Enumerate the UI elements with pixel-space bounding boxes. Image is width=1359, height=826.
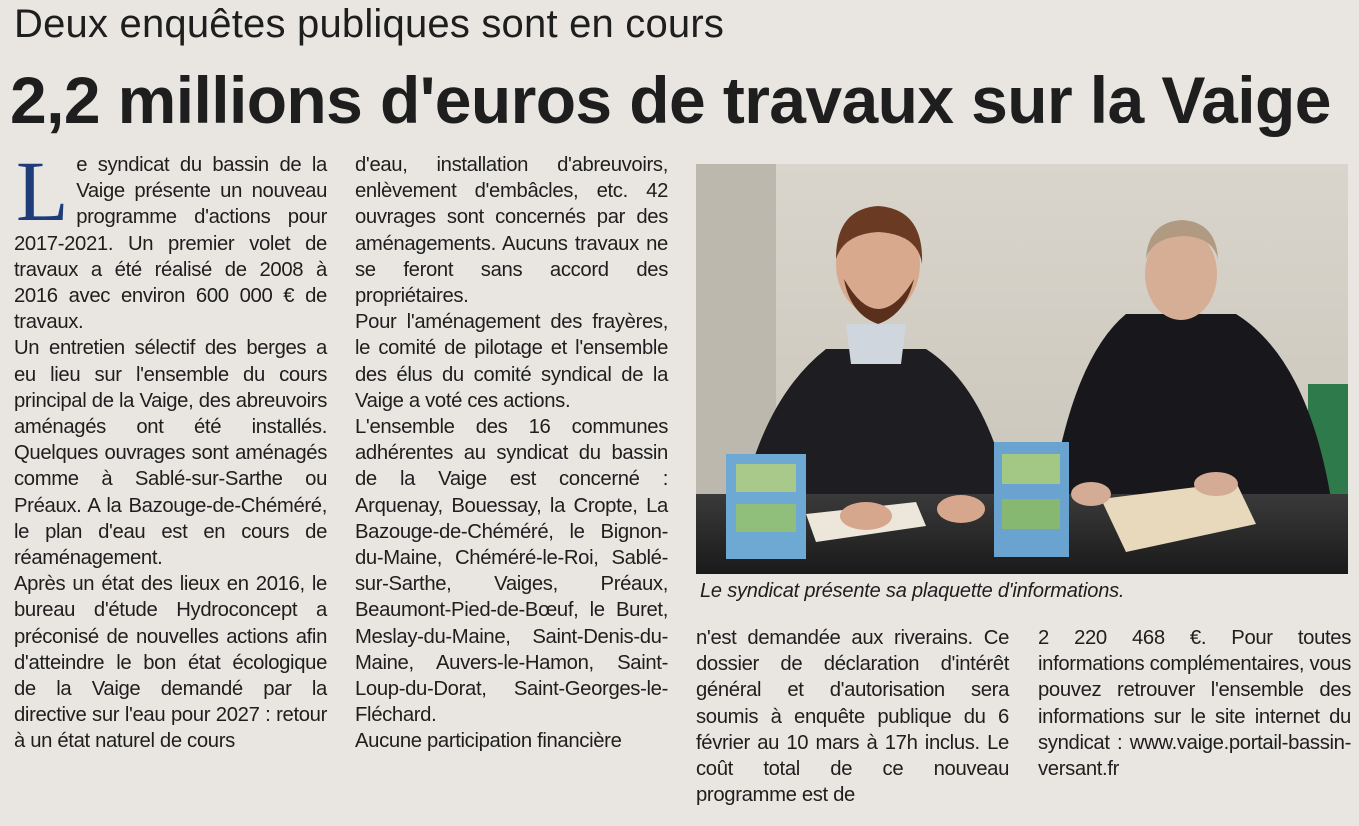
paragraph: d'eau, installation d'abreuvoirs, enlèvement d'embâcles, etc. 42 ouvrages sont concernés par des aménagements. Aucuns travaux ne se feront sans accord des propriétaires.	[355, 154, 668, 308]
article-column-2	[355, 152, 668, 755]
paragraph: L'ensemble des 16 communes adhérentes au syndicat du bassin de la Vaige est concerné : Arquenay, Bouessay, la Cropte, La Bazouge-de-Chéméré, le Bignon-du-Maine, Chéméré-le-Roi, Sablé-sur-Sarthe, Vaiges, Préaux, Beaumont-Pied-de-Bœuf, le Buret, Meslay-du-Maine, Saint-Denis-du-Maine, Auvers-le-Hamon, Saint-Loup-du-Dorat, Saint-Georges-le-Fléchard.	[355, 416, 668, 727]
drop-cap: L	[16, 143, 69, 239]
article-column-4	[1038, 625, 1351, 782]
photo-illustration	[696, 164, 1348, 574]
headline: 2,2 millions d'euros de travaux sur la Vaige	[10, 63, 1331, 137]
paragraph-text: e syndicat du bassin de la Vaige présente un nouveau programme d'actions pour 2017-2021. Un premier volet de travaux a été réalisé de 2008 à 2016 avec environ 600 000 € de travaux.	[14, 154, 327, 334]
paragraph: Aucune participation financière	[355, 730, 622, 753]
paragraph: Après un état des lieux en 2016, le bureau d'étude Hydroconcept a préconisé de nouvelles actions afin d'atteindre le bon état écologique de la Vaige demandé par la directive sur l'eau pour 2027 : retour à un état naturel de cours	[14, 573, 327, 753]
kicker: Deux enquêtes publiques sont en cours	[14, 2, 725, 46]
article-column-1	[14, 143, 327, 755]
paragraph: 2 220 468 €. Pour toutes informations complémentaires, vous pouvez retrouver l'ensemble des informations sur le site internet du syndicat : www.vaige.portail-bassin-versant.fr	[1038, 627, 1351, 781]
article-column-3	[696, 625, 1009, 808]
paragraph	[14, 143, 327, 335]
paragraph: n'est demandée aux riverains. Ce dossier de déclaration d'intérêt général et d'autorisation sera soumis à enquête publique du 6 février au 10 mars à 17h inclus. Le coût total de ce nouveau programme est de	[696, 627, 1009, 807]
paragraph: Pour l'aménagement des frayères, le comité de pilotage et l'ensemble des élus du comité syndical de la Vaige a voté ces actions.	[355, 311, 668, 412]
article-photo	[696, 164, 1348, 574]
photo-caption: Le syndicat présente sa plaquette d'informations.	[700, 580, 1125, 602]
paragraph: Un entretien sélectif des berges a eu lieu sur l'ensemble du cours principal de la Vaige, des abreuvoirs aménagés ont été installés. Quelques ouvrages sont aménagés comme à Sablé-sur-Sarthe ou Préaux. A la Bazouge-de-Chéméré, le plan d'eau est en cours de réaménagement.	[14, 337, 327, 570]
